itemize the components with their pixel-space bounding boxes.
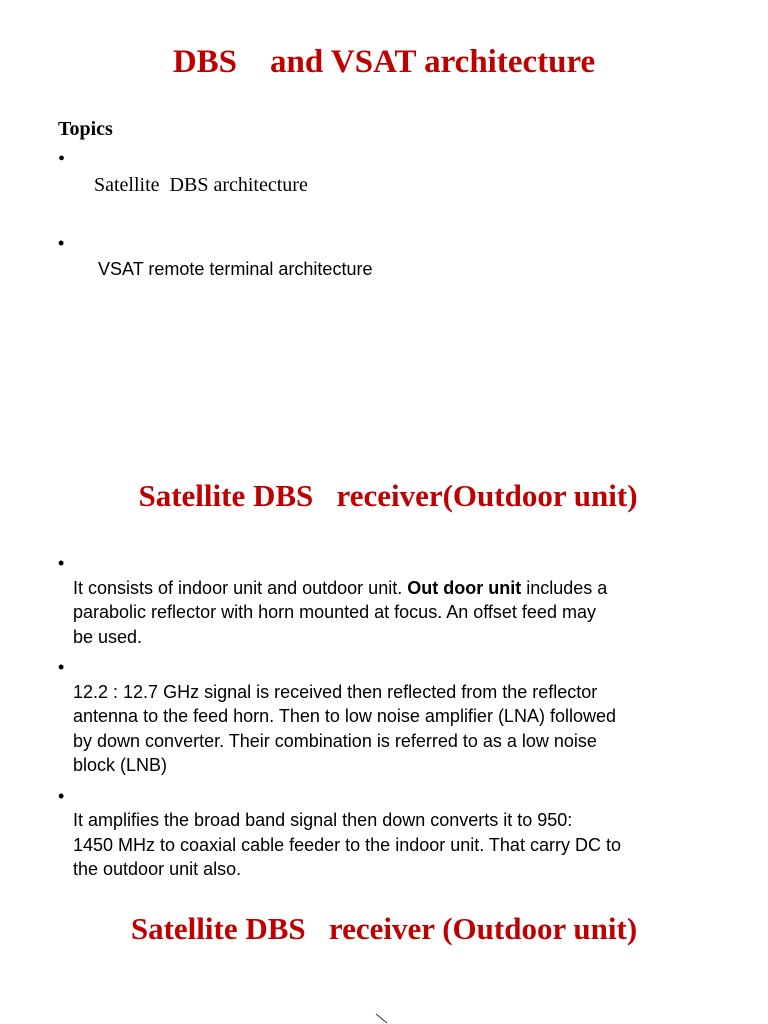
slide-title-architecture: DBS and VSAT architecture [172,44,596,80]
bullet-paragraph-units [58,551,708,649]
slide-title-receiver: Satellite DBS receiver(Outdoor unit) [138,478,638,513]
paragraph-text: It amplifies the broad band signal then down converts it to 950: 1450 MHz to coaxial cable feeder to the indoor unit. That carry DC to the outdoor unit also. [73,810,621,879]
topic-item-dbs [58,146,738,224]
diagram-fragment-icon [374,1012,390,1024]
topic-item-label: Satellite DBS architecture [94,174,308,196]
bullet-paragraph-signal [58,655,708,778]
topic-item-label: VSAT remote terminal architecture [98,259,373,279]
bullet-icon: • [58,553,65,573]
topic-item-vsat [58,230,738,308]
slide-title-receiver-repeat: Satellite DBS receiver (Outdoor unit) [130,911,638,946]
paragraph-text-before: It consists of indoor unit and outdoor unit. [73,577,408,598]
bullet-paragraph-amplifier [58,784,708,882]
bullet-icon: • [58,785,65,806]
topics-heading: Topics [58,118,113,140]
topics-section [58,116,738,314]
bullet-icon: • [58,148,66,170]
bullet-icon: • [58,233,65,253]
receiver-bullet-list [58,551,708,888]
paragraph-bold-term: Out door unit [407,577,522,598]
paragraph-text: 12.2 : 12.7 GHz signal is received then reflected from the reflector antenna to the feed horn. Then to low noise amplifier (LNA) followed by down converter. Their combination is referred to as a low noise block (LNB) [73,681,616,775]
paragraph-text-after: includes a parabolic reflector with horn mounted at focus. An offset feed may be used. [73,577,608,647]
bullet-icon: • [58,657,65,677]
